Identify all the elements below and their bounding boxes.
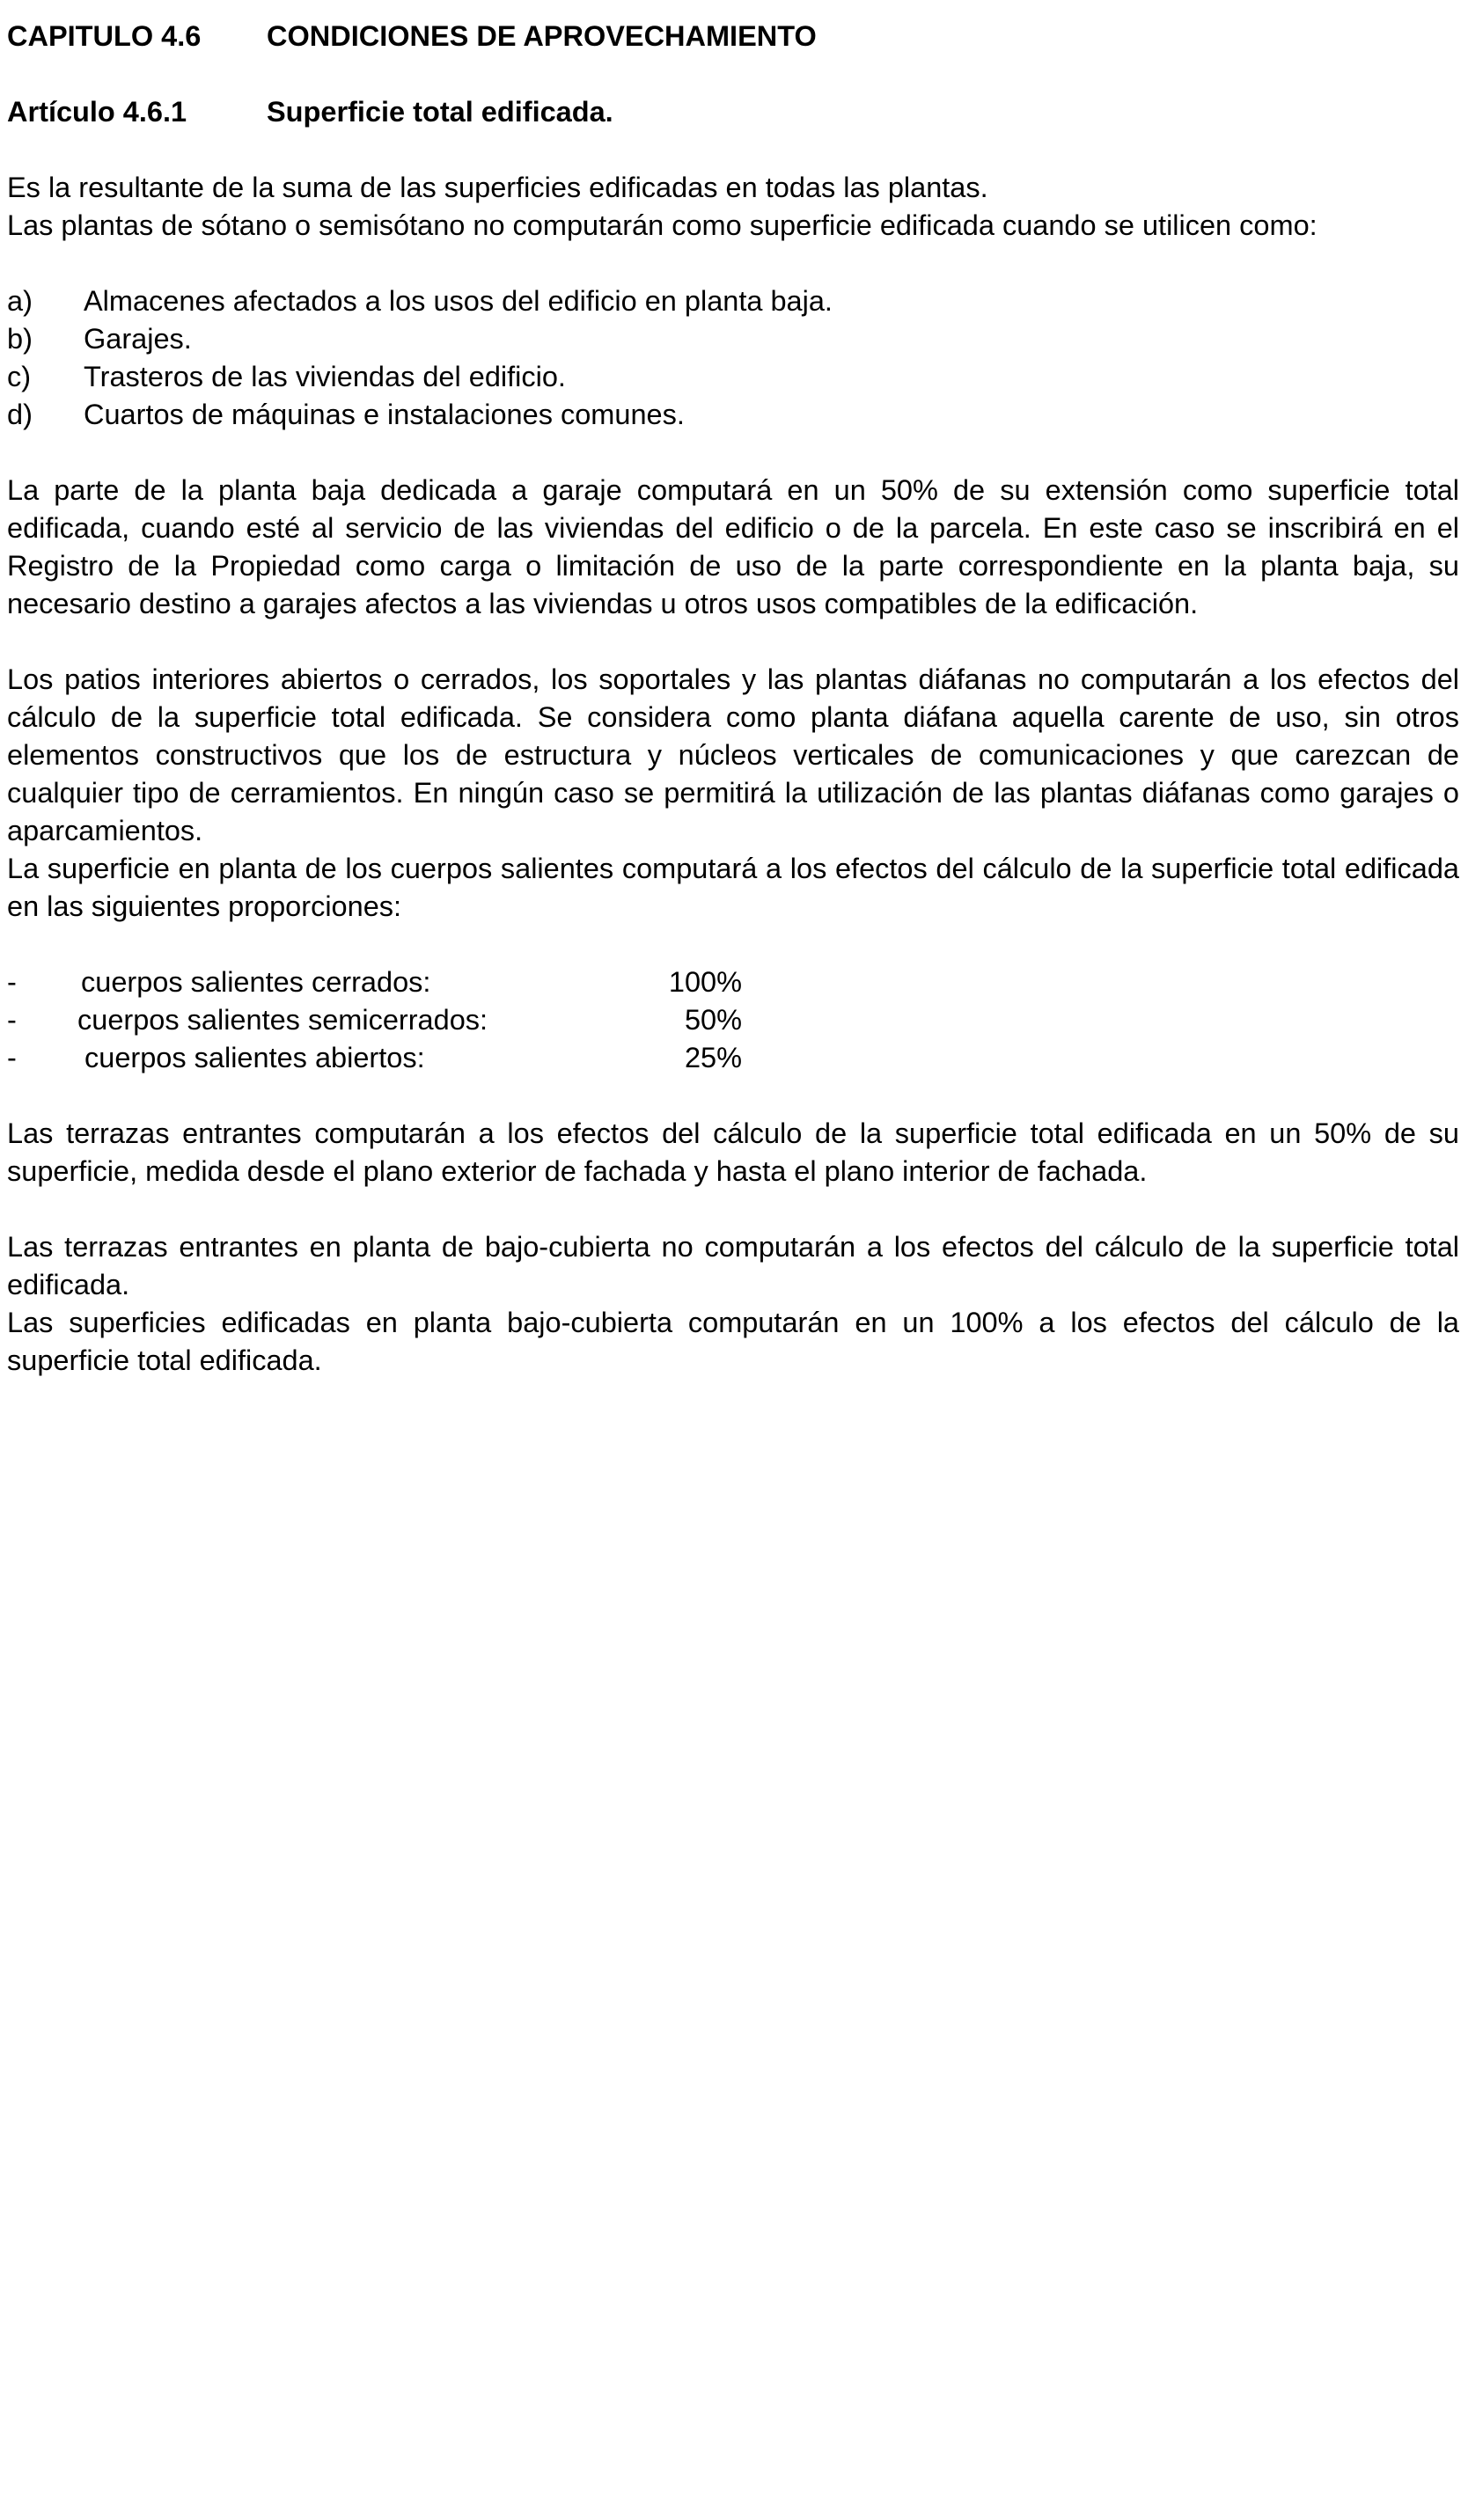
paragraph-basement-intro: Las plantas de sótano o semisótano no computarán como superficie edificada cuando se utilicen como:: [7, 209, 1318, 241]
paragraph-recessed-terraces: Las terrazas entrantes computarán a los efectos del cálculo de la superficie total edificada en un 50% de su superficie, medida desde el plano exterior de fachada y hasta el plano interior de fachada.: [7, 1117, 1459, 1187]
list-item-text: Cuartos de máquinas e instalaciones comunes.: [84, 399, 685, 430]
article-heading: [7, 93, 1459, 131]
list-item: [7, 320, 1459, 358]
list-marker: a): [7, 285, 33, 317]
paragraph-definition: Es la resultante de la suma de las superficies edificadas en todas las plantas.: [7, 172, 988, 203]
article-title: Superficie total edificada.: [267, 96, 613, 128]
list-marker: c): [7, 361, 32, 392]
paragraph-attic-terraces: Las terrazas entrantes en planta de bajo-cubierta no computarán a los efectos del cálculo de la superficie total edificada.: [7, 1231, 1459, 1300]
chapter-title: CONDICIONES DE APROVECHAMIENTO: [267, 20, 817, 52]
paragraph-garage: La parte de la planta baja dedicada a garaje computará en un 50% de su extensión como superficie total edificada, cuando esté al servicio de las viviendas del edificio o de la parcela. En este caso se inscribirá en el Registro de la Propiedad como carga o limitación de uso de la parte correspondiente en la planta baja, su necesario destino a garajes afectos a las viviendas u otros usos compatibles de la edificación.: [7, 474, 1459, 619]
basement-uses-list: [7, 282, 1459, 434]
list-item-text: Trasteros de las viviendas del edificio.: [84, 361, 566, 392]
list-item-text: Garajes.: [84, 323, 192, 355]
proportion-value: 50%: [684, 1004, 742, 1036]
list-marker: b): [7, 323, 33, 355]
proportion-label: cuerpos salientes cerrados:: [81, 966, 431, 998]
proportion-row: [7, 1001, 1459, 1039]
list-item: [7, 396, 1459, 434]
article-number: Artículo 4.6.1: [7, 96, 187, 128]
list-item: [7, 358, 1459, 396]
list-marker: d): [7, 399, 33, 430]
paragraph-attic-surfaces: Las superficies edificadas en planta bajo-cubierta computarán en un 100% a los efectos del cálculo de la superficie total edificada.: [7, 1307, 1459, 1376]
proportion-row: [7, 1039, 1459, 1077]
list-item: [7, 282, 1459, 320]
chapter-heading: [7, 18, 1459, 55]
list-dash: -: [7, 966, 17, 998]
proportion-value: 25%: [684, 1042, 742, 1073]
chapter-number: CAPITULO 4.6: [7, 20, 202, 52]
proportion-label: cuerpos salientes abiertos:: [84, 1042, 425, 1073]
list-dash: -: [7, 1042, 17, 1073]
document-page: [7, 18, 1459, 1380]
proportion-row: [7, 963, 1459, 1001]
paragraph-projections-intro: La superficie en planta de los cuerpos salientes computará a los efectos del cálculo de la superficie total edificada en las siguientes proporciones:: [7, 853, 1459, 922]
proportion-value: 100%: [668, 966, 742, 998]
list-item-text: Almacenes afectados a los usos del edificio en planta baja.: [84, 285, 833, 317]
proportions-list: [7, 963, 1459, 1077]
paragraph-patios: Los patios interiores abiertos o cerrados, los soportales y las plantas diáfanas no computarán a los efectos del cálculo de la superficie total edificada. Se considera como planta diáfana aquella carente de uso, sin otros elementos constructivos que los de estructura y núcleos verticales de comunicaciones y que carezcan de cualquier tipo de cerramientos. En ningún caso se permitirá la utilización de las plantas diáfanas como garajes o aparcamientos.: [7, 663, 1459, 846]
proportion-label: cuerpos salientes semicerrados:: [77, 1004, 488, 1036]
list-dash: -: [7, 1004, 17, 1036]
